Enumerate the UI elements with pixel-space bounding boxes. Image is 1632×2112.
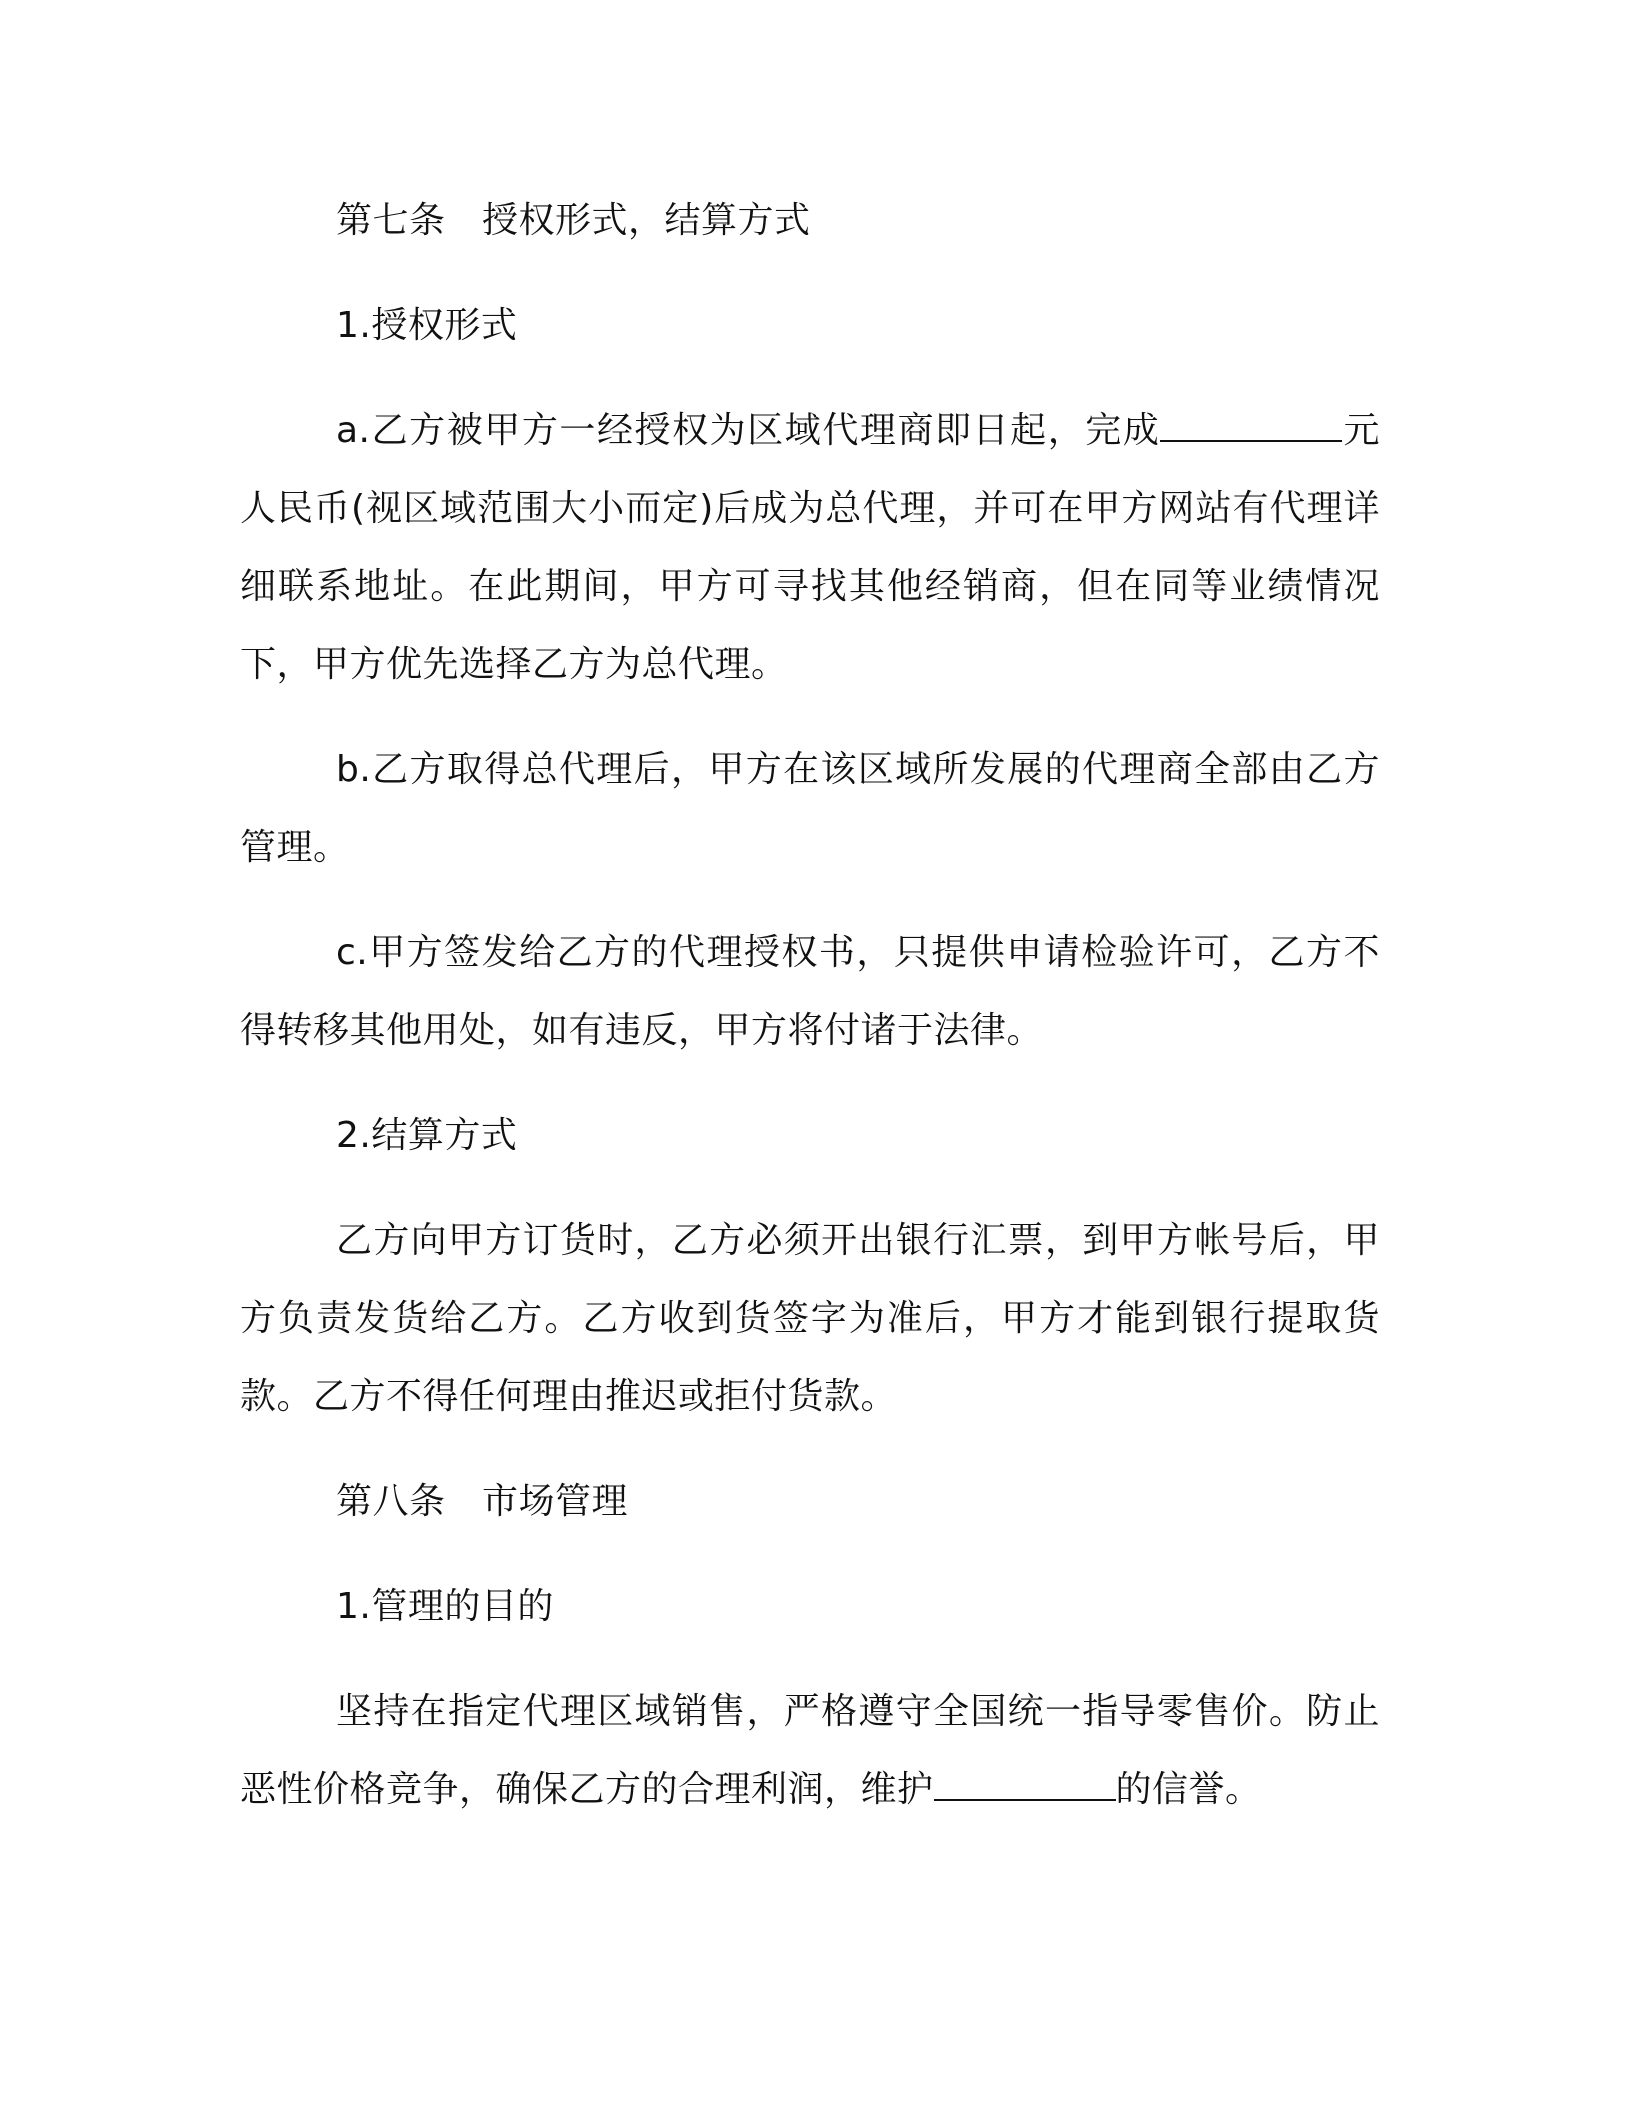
section-2-heading: 2.结算方式	[336, 1115, 518, 1156]
clause-b: b.乙方取得总代理后，甲方在该区域所发展的代理商全部由乙方管理。	[240, 749, 1380, 868]
document-body	[240, 182, 1380, 1856]
purpose-clause	[240, 1673, 1380, 1829]
settlement-clause: 乙方向甲方订货时，乙方必须开出银行汇票，到甲方帐号后，甲方负责发货给乙方。乙方收到货签字为准后，甲方才能到银行提取货款。乙方不得任何理由推迟或拒付货款。	[240, 1220, 1380, 1417]
article-8-heading: 第八条 市场管理	[336, 1481, 629, 1522]
article-7-heading: 第七条 授权形式，结算方式	[336, 200, 811, 241]
purpose-text-1: 坚持在指定代理区域销售，严格遵守全国统一指导零售价。防止恶性价格竞争，确保乙方的合理利润，维护	[240, 1691, 1380, 1810]
section-1-heading: 1.授权形式	[336, 305, 518, 346]
amount-blank	[1160, 408, 1342, 442]
clause-a	[240, 392, 1380, 704]
clause-a-text-1: a.乙方被甲方一经授权为区域代理商即日起，完成	[336, 410, 1161, 451]
purpose-text-2: 的信誉。	[1115, 1769, 1262, 1810]
section-8-1-heading: 1.管理的目的	[336, 1586, 554, 1627]
clause-c: c.甲方签发给乙方的代理授权书，只提供申请检验许可，乙方不得转移其他用处，如有违反，甲方将付诸于法律。	[240, 932, 1380, 1051]
brand-blank	[934, 1767, 1116, 1801]
clause-a-text-2: 元人民币(视区域范围大小而定)后成为总代理，并可在甲方网站有代理详细联系地址。在此期间，甲方可寻找其他经销商，但在同等业绩情况下，甲方优先选择乙方为总代理。	[240, 410, 1380, 685]
